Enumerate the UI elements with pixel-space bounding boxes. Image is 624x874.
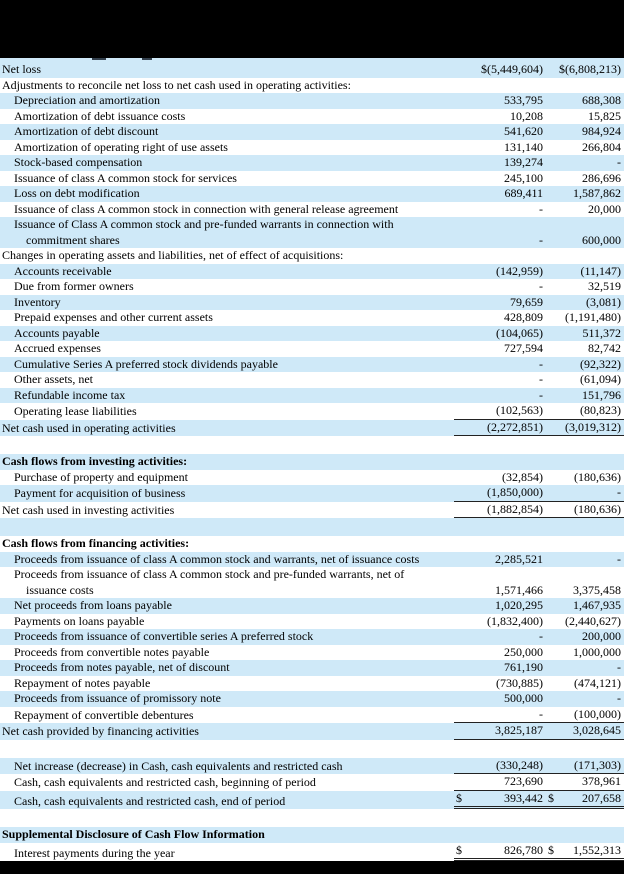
row-label-text: Issuance of class A common stock in connection with general release agreement — [14, 201, 399, 216]
row-label-text: Changes in operating assets and liabilities, net of effect of acquisitions: — [2, 248, 344, 262]
table-row — [0, 552, 624, 568]
value-current-period: - — [539, 232, 543, 247]
row-label-text: Cash flows from investing activities: — [2, 454, 188, 468]
value-current-period: - — [539, 201, 543, 216]
row-label — [0, 470, 454, 486]
value-prior-period: 286,696 — [582, 170, 621, 185]
table-row — [0, 660, 624, 676]
row-label-text: Interest payments during the year — [14, 845, 175, 860]
row-label — [0, 186, 454, 202]
row-label-text: Due from former owners — [14, 279, 134, 293]
table-row — [0, 326, 624, 342]
table-row — [0, 791, 624, 810]
row-label — [0, 486, 454, 502]
value-prior-period: 200,000 — [582, 629, 621, 643]
value-prior-period: 20,000 — [588, 201, 621, 216]
value-prior-period: (11,147) — [580, 263, 621, 278]
table-row — [0, 707, 624, 724]
table-row — [0, 536, 624, 552]
table-row — [0, 454, 624, 470]
row-label — [0, 598, 454, 614]
value-prior-period: 1,467,935 — [573, 598, 621, 612]
row-label — [0, 109, 454, 125]
row-label — [0, 759, 454, 775]
row-label-text: Payments on loans payable — [14, 613, 145, 628]
row-label-text: Proceeds from issuance of promissory note — [14, 691, 221, 705]
value-prior-period: (92,322) — [580, 356, 621, 371]
row-label-text: Amortization of debt issuance costs — [14, 108, 186, 123]
table-row — [0, 279, 624, 295]
value-current-period — [454, 791, 546, 810]
row-label — [0, 155, 454, 171]
row-label-text: Stock-based compensation — [14, 155, 143, 169]
row-label — [0, 217, 454, 248]
row-label — [0, 248, 454, 264]
amount-text: 207,658 — [582, 790, 621, 805]
value-prior-period: (3,019,312) — [546, 420, 624, 437]
amount-text: 1,552,313 — [573, 842, 621, 857]
row-label-text: Payment for acquisition of business — [14, 486, 186, 500]
clipped-row-sliver — [0, 58, 624, 62]
row-label — [0, 93, 454, 109]
table-row — [0, 758, 624, 775]
value-current-period: - — [539, 387, 543, 402]
value-current-period: - — [539, 372, 543, 386]
spacer-row — [0, 436, 624, 454]
value-current-period: $(5,449,604) — [481, 62, 543, 76]
row-label-text: Amortization of debt discount — [14, 124, 159, 138]
row-label — [0, 404, 454, 420]
row-label — [0, 645, 454, 661]
row-label-text: Net cash used in operating activities — [2, 420, 176, 435]
table-row — [0, 155, 624, 171]
table-row — [0, 93, 624, 109]
table-row — [0, 420, 624, 437]
value-current-period: (32,854) — [502, 469, 543, 484]
row-label — [0, 846, 454, 862]
row-label-text: Proceeds from notes payable, net of discount — [14, 660, 230, 674]
row-label-text: Cash, cash equivalents and restricted cash, beginning of period — [14, 775, 316, 789]
table-row — [0, 140, 624, 156]
table-row — [0, 843, 624, 862]
row-label-text: Cash, cash equivalents and restricted cash, end of period — [14, 793, 286, 808]
value-prior-period: 984,924 — [582, 124, 621, 138]
spacer-row — [0, 518, 624, 536]
row-label-continuation: issuance costs — [26, 582, 94, 597]
table-row — [0, 171, 624, 187]
row-label-text: Accounts payable — [14, 325, 100, 340]
amount-text: 393,442 — [504, 790, 543, 805]
row-label — [0, 279, 454, 295]
row-label-text: Depreciation and amortization — [14, 93, 160, 107]
row-label — [0, 78, 454, 94]
value-current-period: (102,563) — [454, 403, 546, 420]
table-row — [0, 124, 624, 140]
row-label — [0, 171, 454, 187]
table-row — [0, 264, 624, 280]
row-label — [0, 629, 454, 645]
row-label-text: Issuance of Class A common stock and pre-funded warrants in connection with — [14, 217, 394, 231]
value-prior-period: - — [617, 660, 621, 674]
value-prior-period — [546, 791, 624, 810]
value-prior-period: - — [546, 485, 624, 502]
row-label-text: Cash flows from financing activities: — [2, 536, 190, 550]
row-label — [0, 660, 454, 676]
table-row — [0, 691, 624, 707]
row-label — [0, 552, 454, 568]
table-row — [0, 502, 624, 519]
row-label-text: Proceeds from convertible notes payable — [14, 644, 210, 659]
value-current-period: (730,885) — [496, 675, 543, 690]
row-label-text: Net increase (decrease) in Cash, cash equivalents and restricted cash — [14, 758, 343, 773]
row-label-text: Repayment of convertible debentures — [14, 707, 194, 722]
table-row — [0, 78, 624, 94]
row-label-text: Adjustments to reconcile net loss to net cash used in operating activities: — [2, 77, 351, 92]
value-prior-period: 1,000,000 — [573, 644, 621, 659]
row-label-text: Other assets, net — [14, 372, 93, 386]
value-prior-period: 3,028,645 — [546, 723, 624, 740]
table-row — [0, 62, 624, 78]
row-label-text: Net cash provided by financing activities — [2, 724, 199, 738]
row-label-text: Inventory — [14, 294, 61, 309]
value-prior-period: (180,636) — [546, 502, 624, 519]
value-current-period: - — [539, 279, 543, 293]
value-prior-period: $(6,808,213) — [559, 62, 621, 76]
table-row — [0, 598, 624, 614]
value-current-period: 3,825,187 — [454, 723, 546, 740]
table-row — [0, 388, 624, 404]
table-row — [0, 723, 624, 740]
section-header-label — [0, 536, 454, 552]
value-current-period: 1,020,295 — [495, 598, 543, 612]
table-row — [0, 372, 624, 388]
table-row — [0, 470, 624, 486]
value-prior-period: 511,372 — [582, 325, 621, 340]
value-prior-period: 82,742 — [588, 341, 621, 355]
row-label-text: Loss on debt modification — [14, 186, 140, 200]
value-current-period: (1,882,854) — [454, 502, 546, 519]
value-prior-period: 600,000 — [582, 232, 621, 247]
clipped-text-remnant — [142, 58, 152, 60]
value-prior-period: (171,303) — [546, 758, 624, 775]
row-label — [0, 140, 454, 156]
value-current-period: 723,690 — [454, 774, 546, 791]
value-prior-period: - — [617, 691, 621, 705]
row-label-text: Proceeds from issuance of class A common stock and pre-funded warrants, net of — [14, 567, 405, 581]
value-current-period: - — [454, 707, 546, 724]
redaction-bar-top — [0, 0, 624, 58]
table-row — [0, 774, 624, 791]
row-label — [0, 372, 454, 388]
table-row — [0, 403, 624, 420]
row-label — [0, 264, 454, 280]
value-prior-period: 32,519 — [588, 279, 621, 293]
value-current-period: (2,272,851) — [454, 420, 546, 437]
row-label — [0, 326, 454, 342]
row-label-text: Refundable income tax — [14, 387, 126, 402]
row-label — [0, 124, 454, 140]
row-label — [0, 421, 454, 437]
row-label — [0, 388, 454, 404]
row-label-text: Issuance of class A common stock for services — [14, 170, 237, 185]
table-row — [0, 310, 624, 326]
value-current-period: 428,809 — [504, 310, 543, 324]
value-current-period — [454, 843, 546, 862]
value-prior-period: (61,094) — [580, 372, 621, 386]
value-prior-period: 15,825 — [588, 108, 621, 123]
table-row — [0, 109, 624, 125]
value-prior-period: (2,440,627) — [565, 613, 621, 628]
table-row — [0, 357, 624, 373]
value-current-period: 727,594 — [504, 341, 543, 355]
row-label-text: Purchase of property and equipment — [14, 469, 188, 484]
value-prior-period: 266,804 — [582, 139, 621, 154]
value-current-period: (1,850,000) — [454, 485, 546, 502]
value-current-period: 533,795 — [504, 93, 543, 107]
row-label-text: Operating lease liabilities — [14, 404, 137, 418]
value-current-period: 689,411 — [504, 186, 543, 200]
table-row — [0, 485, 624, 502]
spacer-row — [0, 740, 624, 758]
row-label — [0, 676, 454, 692]
value-prior-period: (100,000) — [546, 707, 624, 724]
spacer-row — [0, 809, 624, 827]
table-row — [0, 614, 624, 630]
value-prior-period: (474,121) — [574, 675, 621, 690]
row-label-text: Amortization of operating right of use assets — [14, 139, 228, 154]
value-current-period: - — [539, 629, 543, 643]
row-label — [0, 503, 454, 519]
table-row — [0, 248, 624, 264]
row-label-text: Cumulative Series A preferred stock dividends payable — [14, 356, 278, 371]
value-prior-period: (180,636) — [574, 469, 621, 484]
cashflow-table — [0, 62, 624, 861]
row-label — [0, 202, 454, 218]
row-label — [0, 775, 454, 791]
row-label-text: Net loss — [2, 62, 41, 76]
currency-symbol: $ — [456, 842, 462, 857]
row-label — [0, 724, 454, 740]
value-current-period: 79,659 — [510, 294, 543, 309]
value-current-period: 139,274 — [504, 155, 543, 169]
table-row — [0, 827, 624, 843]
value-prior-period: (80,823) — [546, 403, 624, 420]
value-prior-period: 688,308 — [582, 93, 621, 107]
table-row — [0, 629, 624, 645]
row-label — [0, 691, 454, 707]
value-current-period: - — [539, 356, 543, 371]
redaction-bar-bottom — [0, 861, 624, 874]
row-label — [0, 614, 454, 630]
row-label — [0, 295, 454, 311]
row-label-text: Supplemental Disclosure of Cash Flow Information — [2, 827, 265, 841]
value-current-period: (1,832,400) — [487, 613, 543, 628]
table-row — [0, 341, 624, 357]
value-prior-period: 1,587,862 — [573, 186, 621, 200]
value-current-period: (330,248) — [454, 758, 546, 775]
row-label — [0, 62, 454, 78]
value-current-period: 10,208 — [510, 108, 543, 123]
currency-symbol: $ — [548, 790, 554, 805]
row-label-text: Prepaid expenses and other current assets — [14, 310, 213, 324]
row-label-text: Proceeds from issuance of class A common stock and warrants, net of issuance costs — [14, 551, 420, 566]
value-current-period: 541,620 — [504, 124, 543, 138]
row-label-text: Repayment of notes payable — [14, 675, 151, 690]
table-row — [0, 295, 624, 311]
value-prior-period: (3,081) — [586, 294, 621, 309]
value-current-period: 250,000 — [504, 644, 543, 659]
value-current-period: 1,571,466 — [495, 582, 543, 597]
row-label-text: Accrued expenses — [14, 341, 101, 355]
table-row — [0, 186, 624, 202]
value-prior-period: - — [617, 551, 621, 566]
row-label-text: Net proceeds from loans payable — [14, 598, 172, 612]
value-current-period: 131,140 — [504, 139, 543, 154]
value-prior-period — [546, 843, 624, 862]
section-header-label — [0, 454, 454, 470]
value-current-period: (104,065) — [496, 325, 543, 340]
value-current-period: 245,100 — [504, 170, 543, 185]
row-label — [0, 567, 454, 598]
row-label-text: Accounts receivable — [14, 263, 112, 278]
table-row — [0, 676, 624, 692]
value-prior-period: - — [617, 155, 621, 169]
value-current-period: 500,000 — [504, 691, 543, 705]
row-label — [0, 310, 454, 326]
value-current-period: 761,190 — [504, 660, 543, 674]
value-prior-period: (1,191,480) — [565, 310, 621, 324]
currency-symbol: $ — [548, 842, 554, 857]
value-prior-period: 378,961 — [546, 774, 624, 791]
value-prior-period: 151,796 — [582, 387, 621, 402]
value-current-period: 2,285,521 — [495, 551, 543, 566]
amount-text: 826,780 — [504, 842, 543, 857]
row-label — [0, 357, 454, 373]
row-label — [0, 341, 454, 357]
value-current-period: (142,959) — [496, 263, 543, 278]
table-row — [0, 217, 624, 248]
clipped-text-remnant — [92, 58, 106, 60]
table-row — [0, 567, 624, 598]
row-label-text: Net cash used in investing activities — [2, 502, 175, 517]
row-label — [0, 794, 454, 810]
row-label-continuation: commitment shares — [26, 232, 120, 247]
table-row — [0, 645, 624, 661]
value-prior-period: 3,375,458 — [573, 582, 621, 597]
table-row — [0, 202, 624, 218]
section-header-label — [0, 827, 454, 843]
row-label — [0, 708, 454, 724]
currency-symbol: $ — [456, 790, 462, 805]
row-label-text: Proceeds from issuance of convertible series A preferred stock — [14, 629, 314, 643]
